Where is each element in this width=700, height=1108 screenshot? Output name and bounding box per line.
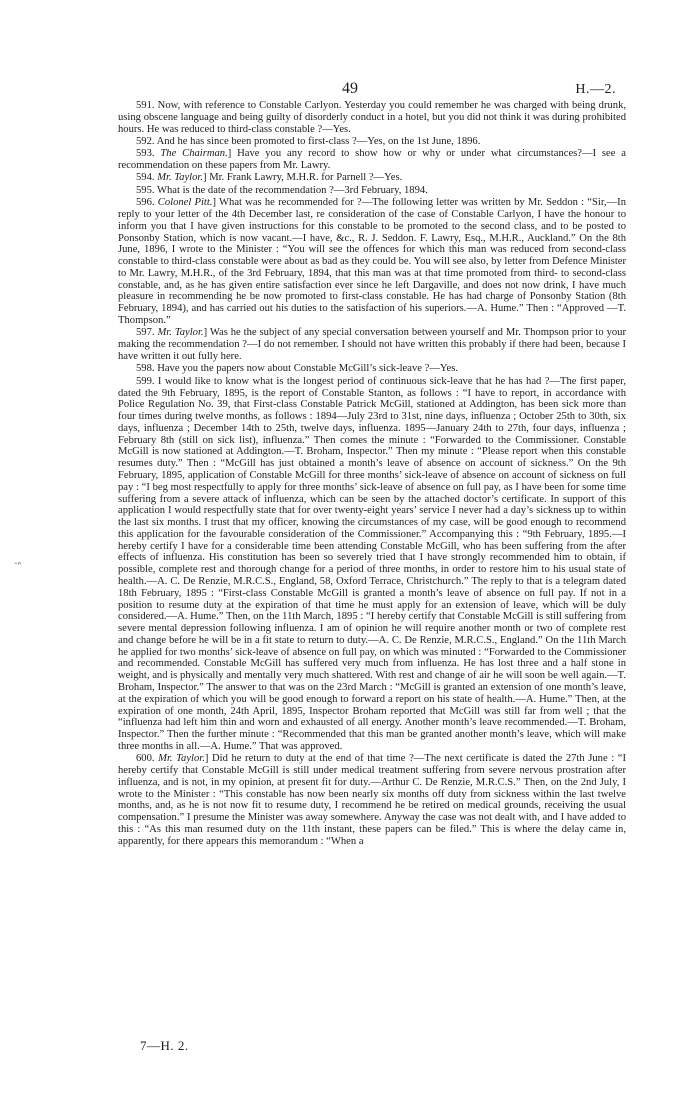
paragraph	[118, 753, 626, 847]
paragraph-text: What is the date of the recommendation ?—3rd February, 1894.	[157, 184, 428, 196]
paragraph-text: Have you the papers now about Constable McGill’s sick-leave ?—Yes.	[157, 363, 458, 375]
speaker-name: Mr. Taylor.	[158, 753, 205, 765]
question-number: 600.	[136, 753, 159, 765]
paragraph	[118, 136, 626, 148]
paragraph	[118, 197, 626, 327]
page-number: 49	[342, 80, 358, 97]
speaker-name: The Chairman.	[160, 148, 228, 160]
question-number: 591.	[136, 100, 158, 111]
speaker-name: Mr. Taylor.	[157, 172, 204, 184]
paragraph	[118, 148, 626, 172]
paragraph-text: ] Mr. Frank Lawry, M.H.R. for Parnell ?—Yes.	[203, 172, 403, 184]
question-number: 597.	[136, 327, 158, 339]
paragraph	[118, 100, 626, 135]
paragraph-text: And he has since been promoted to first-class ?—Yes, on the 1st June, 1896.	[156, 135, 481, 147]
speaker-name: Mr. Taylor.	[157, 327, 204, 339]
question-number: 598.	[136, 363, 158, 375]
paragraph	[118, 376, 626, 753]
speaker-name: Colonel Pitt.	[157, 197, 213, 209]
paragraph-text: ] Did he return to duty at the end of that time ?—The next certificate is dated the 27th June : “I hereby certify that Constable McGill is still under medical treatment suffering from severe nervous prostration after influenza, and is not, in my opinion, at present fit for duty.—Arthur C. De Renzie, M.R.C.S.” Then, on the 2nd July, I wrote to the Minister : “This constable has now been nearly six months off duty from sickness within the last twelve months, and, as he is not now fit to resume duty, I recommend he be retired on medical grounds, receiving the usual compensation.” I presume the Minister was away somewhere. Anyway the case was not dealt with, and I have added to this : “As this man resumed duty on the 11th instant, these papers can be filed.” This is where the delay came in, apparently, for there appears this memorandum : “When a	[118, 753, 627, 847]
paragraph-text: ] Have you any record to show how or why or under what circumstances?—I see a recommendation on these papers from Mr. Lawry.	[118, 148, 627, 172]
paragraph-text: I would like to know what is the longest period of continuous sick-leave that he has had ?—The first paper, dated the 9th February, 1895, is the report of Constable Stanton, as follows : “I have to report, in accordance with Police Regulation No. 39, that First-class Constable Patrick McGill, stationed at Addington, has been sick more than four times during twelve months, as follows : 1894—July 23rd to 31st, nine days, influenza ; October 25th to 30th, six days, influenza ; December 14th to 25th, twelve days, influenza. 1895—January 24th to 27th, four days, influenza ; February 8th (still on sick list), influenza.” Then comes the minute : “Forwarded to the Commissioner. Constable McGill is now stationed at Addington.—T. Broham, Inspector.” Then my minute : “Please report when this constable resumes duty.” Then : “McGill has just obtained a month’s leave of absence on account of sickness.” On the 9th February, 1895, application of Constable McGill for three months’ sick-leave of absence on account of sickness on full pay : “I beg most respectfully to apply for three months’ sick-leave of absence on full pay, as I have been for some time suffering from a severe attack of influenza, which can be seen by the attached doctor’s certificate. In support of this application I would respectfully state that for over twenty-eight years’ service I never had a day’s sickness up to within the last six months. I trust that my officer, knowing the circumstances of my case, will be good enough to recommend this application for the favourable consideration of the Commissioner.” Accompanying this : “9th February, 1895.—I hereby certify I have for a considerable time been attending Constable McGill, who has been suffering from the after effects of influenza. His constitution has been so severely tried that I have strongly recommended him to obtain, if possible, complete rest and thorough change for a period of three months, in order to restore him to his usual state of health.—A. C. De Renzie, M.R.C.S., England, 58, Oxford Terrace, Christchurch.” The reply to that is a telegram dated 18th February, 1895 : “First-class Constable McGill is granted a month’s leave of absence on full pay. If not in a position to resume duty at the expiration of that time he must apply for an extension of leave, which will be duly considered.—A. Hume.” Then, on the 11th March, 1895 : “I hereby certify that Constable McGill is still suffering from severe mental depression following influenza. I am of opinion he will require another month or two of complete rest and change before he will be in a fit state to return to duty.—A. C. De Renzie, M.R.C.S., England.” On the 11th March he applied for two months’ sick-leave of absence on full pay, on which was minuted : “Forwarded to the Commissioner and recommended. Constable McGill has suffered very much from influenza. He has lost three and a half stone in weight, and is physically and mentally very much shattered. With rest and change of air he will soon be well again.—T. Broham, Inspector.” The answer to that was on the 23rd March : “McGill is granted an extension of one month’s leave, at the expiration of which you will be good enough to forward a report on his state of health.—A. Hume.” Then, at the expiration of one month, 24th April, 1895, Inspector Broham reported that McGill was still far from well ; that the “influenza had left him thin and worn and exhausted of all energy. Another month’s leave recommended.—T. Broham, Inspector.” Then the further minute : “Recommended that this man be granted another month’s leave, which will make three months in all.—A. Hume.” That was approved.	[118, 375, 627, 752]
paragraph	[118, 327, 626, 362]
question-number: 595.	[136, 184, 157, 196]
paragraph-text: Now, with reference to Constable Carlyon. Yesterday you could remember he was charged with being drunk, using obscene language and being guilty of disorderly conduct in a hotel, but you did not think it was during prohibited hours. He was reduced to third-class constable ?—Yes.	[118, 100, 627, 135]
question-number: 594.	[136, 172, 158, 184]
signature-mark: 7—H. 2.	[140, 1038, 189, 1053]
paragraph-text: ] What was he recommended for ?—The following letter was written by Mr. Seddon : “Sir,—In reply to your letter of the 4th December last, re consideration of the case of Constable Carlyon, I have the honour to inform you that I have given instructions for this constable to be promoted to the second class, and to be posted to Ponsonby Station, which is now vacant.—I have, &c., R. J. Seddon. F. Lawry, Esq., M.H.R., Auckland.” On the 8th June, 1896, I wrote to the Minister : “You will see the offences for which this man was reduced from second-class constable to third-class constable were about as bad as they could be. You will see also, by letter from Defence Minister to Mr. Lawry, M.H.R., of the 3rd February, 1894, that this man was at that time promoted from third- to second-class constable, and, as he has given entire satisfaction ever since he left Dargaville, and does not now drink, I have much pleasure in recommending he be now promoted to first-class constable. He has had charge of Ponsonby Station (8th February, 1894), and has carried out his duties to the satisfaction of his superiors.—A. Hume.” Then : “Approved —T. Thompson.”	[118, 197, 627, 327]
margin-mark: ᐨᐢ	[14, 560, 22, 570]
text-body	[118, 100, 626, 848]
document-code: H.—2.	[575, 82, 616, 97]
paragraph	[118, 363, 626, 375]
paragraph-text: ] Was he the subject of any special conversation between yourself and Mr. Thompson prior to your making the recommendation ?—I do not remember. I should not have written this probably if there had been, because I have written it out fully here.	[118, 327, 626, 362]
question-number: 592.	[136, 135, 157, 147]
paragraph	[118, 185, 626, 197]
question-number: 599.	[136, 375, 158, 387]
question-number: 596.	[136, 197, 158, 209]
paragraph	[118, 172, 626, 184]
question-number: 593.	[136, 148, 161, 160]
